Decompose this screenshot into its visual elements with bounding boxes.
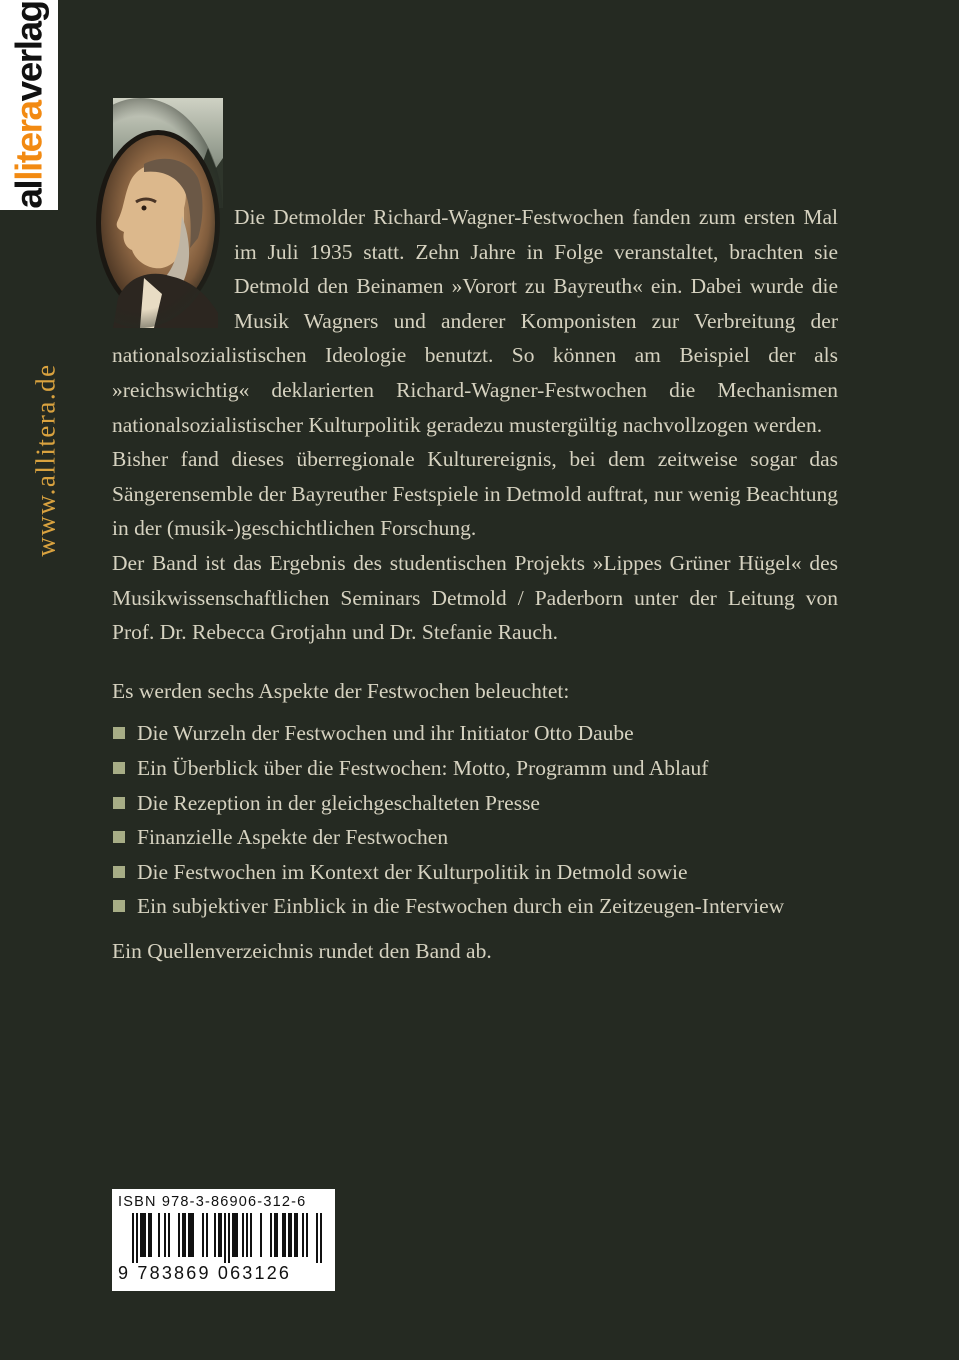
barcode-bar [306,1213,308,1257]
barcode-bar [294,1213,296,1257]
portrait-wrap-space [112,200,234,338]
barcode-bar [192,1213,194,1257]
barcode-bar [246,1213,248,1257]
barcode-bar [228,1213,230,1263]
list-item [112,820,838,855]
barcode-bar [178,1213,180,1257]
logo-part-verlag: verlag [8,1,50,102]
barcode-bar [234,1213,236,1257]
barcode-bar [296,1213,298,1257]
barcode-bar [164,1213,166,1257]
isbn-barcode [112,1189,335,1291]
barcode-bar [232,1213,234,1257]
closing-sentence: Ein Quellenverzeichnis rundet den Band ab. [112,938,492,963]
barcode-bar [168,1213,170,1257]
barcode-bar [224,1213,226,1263]
barcode-bar [144,1213,146,1257]
barcode-bar [236,1213,238,1257]
barcode-bar [202,1213,204,1257]
barcode-bar [220,1213,222,1257]
logo-part-litera: litera [8,101,50,181]
barcode-bar [284,1213,286,1257]
barcode-bar [158,1213,160,1257]
square-bullet-icon [113,831,125,843]
barcode-bar [320,1213,322,1263]
barcode-bar [288,1213,290,1257]
barcode-bar [302,1213,304,1257]
paragraph-project: Der Band ist das Ergebnis des studentischen Projekts »Lippes Grüner Hügel« des Musikwissenschaftlichen Seminars Detmold / Paderborn unter der Leitung von Prof. Dr. Rebecca Grotjahn und Dr. Stefanie Rauch. [112,550,838,645]
barcode-bar [218,1213,220,1257]
back-cover-text [112,200,838,968]
publisher-logo [0,0,58,210]
aspect-text: Die Wurzeln der Festwochen und ihr Initiator Otto Daube [137,721,634,746]
barcode-bars [118,1213,329,1265]
barcode-bar [206,1213,208,1257]
square-bullet-icon [113,762,125,774]
square-bullet-icon [113,900,125,912]
aspect-text: Die Festwochen im Kontext der Kulturpolitik in Detmold sowie [137,859,688,884]
aspect-text: Ein subjektiver Einblick in die Festwochen durch ein Zeitzeugen-Interview [137,894,785,919]
barcode-bar [242,1213,244,1257]
barcode-bar [276,1213,278,1257]
list-item [112,716,838,751]
aspect-text: Finanzielle Aspekte der Festwochen [137,825,449,850]
barcode-bar [250,1213,252,1257]
barcode-bar [188,1213,190,1257]
barcode-bar [148,1213,150,1257]
barcode-bar [184,1213,186,1257]
aspect-text: Die Rezeption in der gleichgeschalteten Presse [137,790,540,815]
barcode-bar [282,1213,284,1257]
list-item [112,889,838,924]
barcode-bar [142,1213,144,1257]
barcode-bar [150,1213,152,1257]
aspects-intro: Es werden sechs Aspekte der Festwochen beleuchtet: [112,678,570,703]
barcode-bar [140,1213,142,1257]
square-bullet-icon [113,727,125,739]
list-item [112,786,838,821]
barcode-bar [260,1213,262,1257]
barcode-bar [132,1213,134,1263]
paragraph-intro: Die Detmolder Richard-Wagner-Festwochen fanden zum ersten Mal im Juli 1935 statt. Zehn Jahre in Folge veranstaltet, brachten sie Detmold den Beinamen »Vorort zu Bayreuth« ein. Dabei wurde die Musik Wagners und anderer Komponisten zur Verbreitung der nationalsozialistischen Ideologie benutzt. So können am Beispiel der als »reichswichtig« deklarierten Richard-Wagner-Festwochen die Mechanismen nationalsozialistischer Kulturpolitik geradezu mustergültig nachvollzogen werden. [112,205,838,437]
list-item [112,855,838,890]
barcode-bar [190,1213,192,1257]
aspect-text: Ein Überblick über die Festwochen: Motto, Programm und Ablauf [137,755,709,780]
barcode-bar [270,1213,272,1257]
barcode-bar [316,1213,318,1263]
publisher-website: www.allitera.de [30,363,61,557]
barcode-bar [136,1213,138,1263]
barcode-bar [274,1213,276,1257]
barcode-bar [214,1213,216,1257]
logo-part-al: al [8,180,50,209]
paragraph-research: Bisher fand dieses überregionale Kulturereignis, bei dem zeitweise sogar das Sängerensemble der Bayreuther Festspiele in Detmold auftrat, nur wenig Beachtung in der (musik-)geschichtlichen Forschung. [112,447,838,541]
barcode-bar [182,1213,184,1257]
list-item [112,751,838,786]
square-bullet-icon [113,797,125,809]
barcode-bar [290,1213,292,1257]
isbn-text: ISBN 978-3-86906-312-6 [118,1194,307,1210]
publisher-logo-text [8,1,50,209]
ean-digits: 9 783869 063126 [118,1263,292,1283]
square-bullet-icon [113,866,125,878]
aspects-list [112,716,838,924]
